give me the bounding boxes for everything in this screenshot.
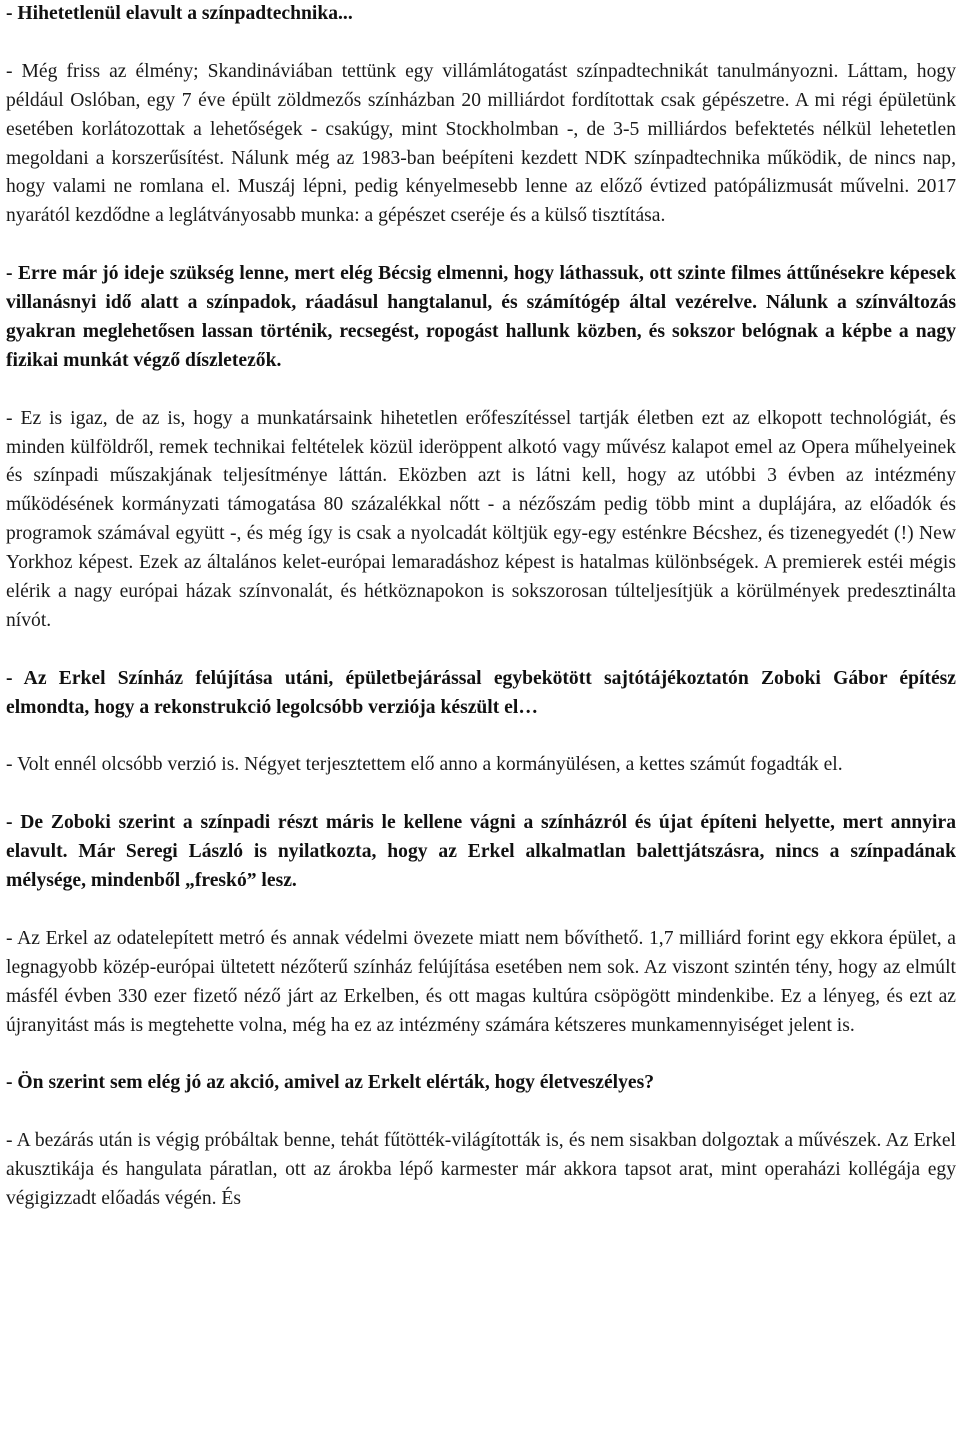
answer-paragraph: - Az Erkel az odatelepített metró és annak védelmi övezete miatt nem bővíthető. 1,7 milliárd forint egy ekkora épület, a legnagyobb közép-európai ültetett nézőterű színház felújítása esetében nem sok. Az viszont szintén tény, hogy az elmúlt másfél évben 330 ezer fizető néző járt az Erkelben, és ott magas kultúra csöpögött mindenkibe. Ez a lényeg, és ezt az újranyitást más is megtehette volna, még ha ez az intézmény számára kétszeres munkamennyiséget jelent is. xyxy=(6,927,956,1036)
answer-paragraph: - Volt ennél olcsóbb verzió is. Négyet terjesztettem elő anno a kormányülésen, a kettes számút fogadták el. xyxy=(6,754,843,776)
question-paragraph: - Erre már jó ideje szükség lenne, mert elég Bécsig elmenni, hogy láthassuk, ott szinte filmes áttűnésekre képesek villanásnyi idő alatt a színpadok, ráadásul hangtalanul, és számítógép által vezérelve. Nálunk a színváltozás gyakran meglehetősen lassan történik, recsegést, ropogást hallunk közben, és sokszor belógnak a képbe a nagy fizikai munkát végző díszletezők. xyxy=(6,263,956,371)
answer-paragraph: - A bezárás után is végig próbáltak benne, tehát fűtötték-világították is, és nem sisakban dolgoztak a művészek. Az Erkel akusztikája és hangulata páratlan, ott az árokba lépő karmester már akkora tapsot arat, mint operaházi kollégája egy végigizzadt előadás végén. És xyxy=(6,1130,956,1210)
question-paragraph: - Az Erkel Színház felújítása utáni, épületbejárással egybekötött sajtótájékoztatón Zoboki Gábor építész elmondta, hogy a rekonstrukció legolcsóbb verziója készült el… xyxy=(6,667,956,718)
document-page xyxy=(6,0,956,1214)
question-paragraph: - Ön szerint sem elég jó az akció, amivel az Erkelt elérták, hogy életveszélyes? xyxy=(6,1072,655,1094)
question-paragraph: - Hihetetlenül elavult a színpadtechnika... xyxy=(6,3,353,24)
answer-paragraph: - Ez is igaz, de az is, hogy a munkatársaink hihetetlen erőfeszítéssel tartják életben ezt az elkopott technológiát, és minden külföldről, remek technikai feltételek közül ideröppent alkotó vagy művész kalapot emel az Opera műhelyeinek és színpadi műszakjának teljesítménye láttán. Eközben azt is látni kell, hogy az utóbbi 3 évben az intézmény működésének kormányzati támogatása 80 százalékkal nőtt - a nézőszám pedig több mint a duplájára, az előadók és programok számával együtt -, és még így is csak a nyolcadát költjük egy-egy esténkre Bécshez, és tizenegyedét (!) New Yorkhoz képest. Ezek az általános kelet-európai lemaradáshoz képest is hatalmas különbségek. A premierek estéi mégis elérik a nagy európai házak színvonalát, és hétköznapokon is sokszorosan túlteljesítjük a körülmények predesztinálta nívót. xyxy=(6,407,956,631)
question-paragraph: - De Zoboki szerint a színpadi részt máris le kellene vágni a színházról és újat építeni helyette, mert annyira elavult. Már Seregi László is nyilatkozta, hogy az Erkel alkalmatlan balettjátszásra, nincs a színpadának mélysége, mindenből „freskó” lesz. xyxy=(6,812,956,892)
answer-paragraph: - Még friss az élmény; Skandináviában tettünk egy villámlátogatást színpadtechnikát tanulmányozni. Láttam, hogy például Oslóban, egy 7 éve épült zöldmezős színházban 20 milliárdot fordítottak csak gépészetre. A mi régi épületünk esetében korlátozottak a lehetőségek - csakúgy, mint Stockholmban -, de 3-5 milliárdos befektetés nélkül lehetetlen megoldani a korszerűsítést. Nálunk még az 1983-ban beépíteni kezdett NDK színpadtechnika működik, de nincs nap, hogy valami ne romlana el. Muszáj lépni, pedig kényelmesebb lenne az előző évtized patópálizmusát művelni. 2017 nyarától kezdődne a leglátványosabb munka: a gépészet cseréje és a külső tisztítása. xyxy=(6,60,956,227)
